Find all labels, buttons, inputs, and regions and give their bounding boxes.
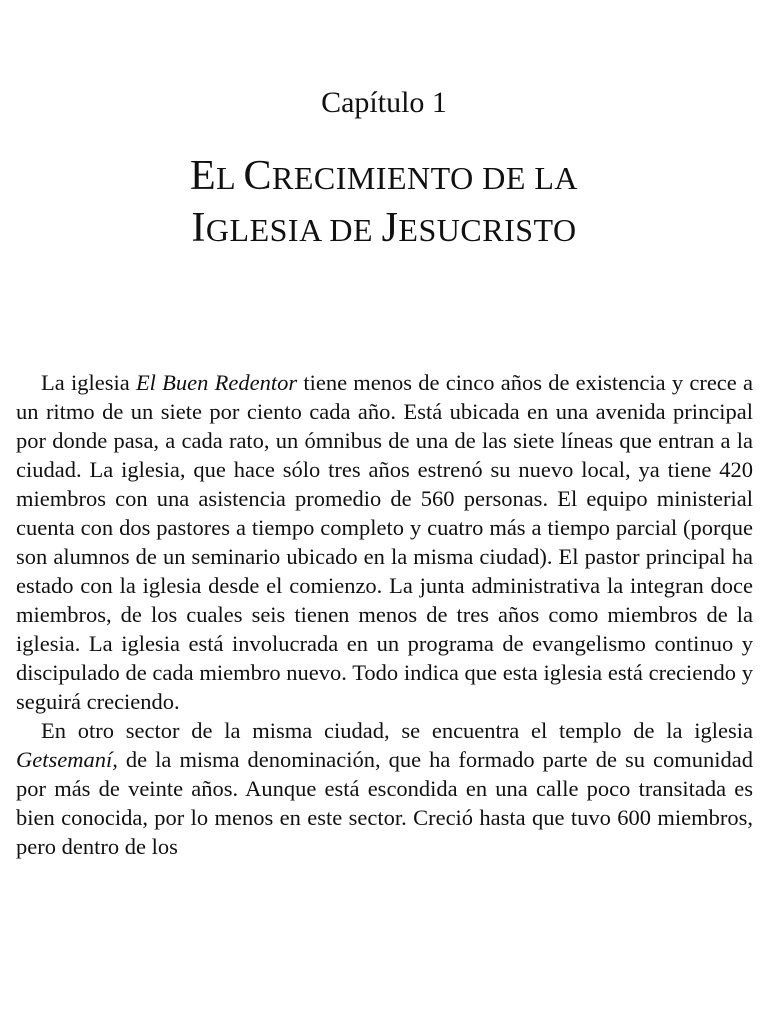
chapter-label: Capítulo 1 [321,86,447,119]
title-small-caps: GLESIA DE [205,212,382,248]
paragraph-text: En otro sector de la misma ciudad, se encuentra el templo de la iglesia [41,718,753,743]
church-name-italic: El Buen Redentor [135,370,298,395]
title-initial: J [381,205,399,251]
title-initial: E [189,153,217,199]
church-name-italic: Getsemaní, [16,747,118,772]
paragraph-text: La iglesia [41,370,136,395]
paragraph-2 [16,716,753,861]
paragraph-text: tiene menos de cinco años de existencia y crece a un ritmo de un siete por ciento cada año. Está ubicada en una avenida principal por donde pasa, a cada rato, un ómnibus de una de las siete líneas que entran a la ciudad. La iglesia, que hace sólo tres años estrenó su nuevo local, ya tiene 420 miembros con una asistencia promedio de 560 personas. El equipo ministerial cuenta con dos pastores a tiempo completo y cuatro más a tiempo parcial (porque son alumnos de un seminario ubicado en la misma ciudad). El pastor principal ha estado con la iglesia desde el comienzo. La junta administrativa la integran doce miembros, de los cuales seis tienen menos de tres años como miembros de la iglesia. La iglesia está involucrada en un programa de evangelismo continuo y discipulado de cada miembro nuevo. Todo indica que esta iglesia está creciendo y seguirá creciendo. [16,370,753,714]
chapter-title-line-2 [0,202,768,254]
paragraph-text: de la misma denominación, que ha formado parte de su comunidad por más de veinte años. Aunque está escondida en una calle poco transitada es bien conocida, por lo menos en este sector. Creció hasta que tuvo 600 miembros, pero dentro de los [16,747,753,859]
body-text [16,368,753,861]
chapter-title [0,150,768,254]
paragraph-1 [16,368,753,716]
chapter-title-line-1 [0,150,768,202]
title-small-caps: RECIMIENTO DE LA [271,160,579,196]
title-small-caps: L [216,160,235,196]
title-small-caps: ESUCRISTO [398,212,577,248]
title-initial: I [191,205,206,251]
title-initial: C [243,153,272,199]
